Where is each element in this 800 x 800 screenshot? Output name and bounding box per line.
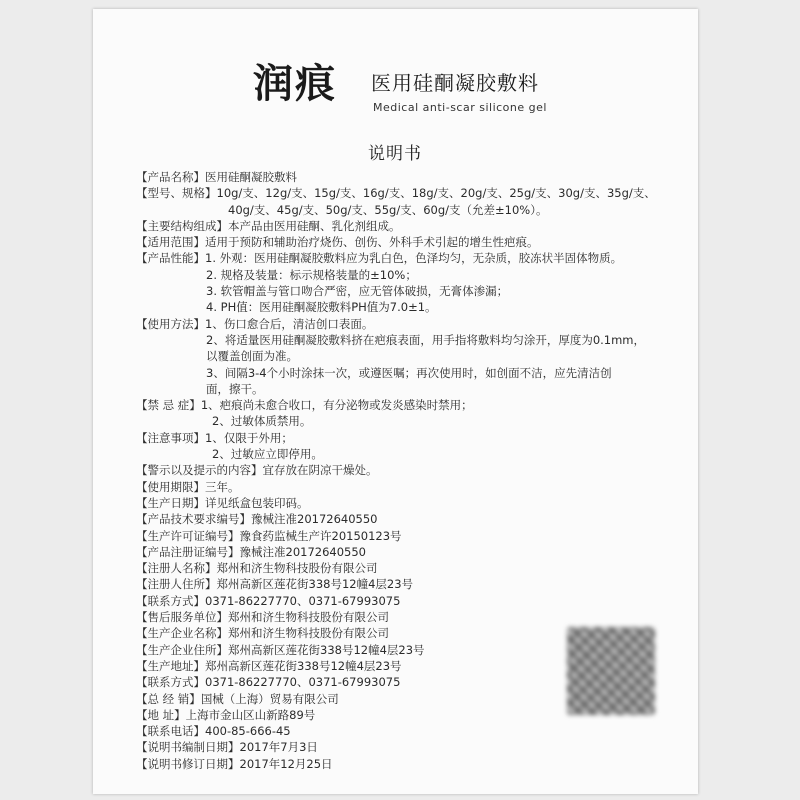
field-continuation: 4. PH值：医用硅酮凝胶敷料PH值为7.0±1。 (206, 300, 437, 315)
field-value: 郑州高新区莲花街338号12幢4层23号 (205, 658, 402, 673)
field-row (136, 560, 696, 576)
field-label: 【警示以及提示的内容】 (136, 463, 263, 478)
field-label: 【产品性能】 (136, 251, 205, 266)
field-value: 2017年7月3日 (239, 740, 318, 755)
field-value: 1、疤痕尚未愈合收口，有分泌物或发炎感染时禁用； (200, 398, 473, 413)
field-continuation: 3、间隔3-4个小时涂抹一次，或遵医嘱；再次使用时，如创面不洁，应先清洁创 (206, 365, 612, 380)
field-label: 【主要结构组成】 (136, 218, 228, 233)
field-row (136, 479, 696, 495)
field-label: 【注册人名称】 (136, 561, 217, 576)
field-label: 【联系电话】 (136, 724, 205, 739)
product-title: 医用硅酮凝胶敷料 (371, 71, 539, 95)
field-row (136, 462, 696, 478)
field-value: 详见纸盒包装印码。 (205, 495, 309, 510)
brand-name: 润痕 (253, 61, 337, 107)
field-label: 【型号、规格】 (136, 186, 217, 201)
field-value: 郑州和济生物科技股份有限公司 (228, 626, 389, 641)
document-title: 说明书 (368, 144, 422, 164)
field-value: 上海市金山区山新路89号 (185, 707, 316, 722)
field-value: 郑州高新区莲花街338号12幢4层23号 (228, 642, 425, 657)
field-value: 0371-86227770、0371-67993075 (205, 593, 401, 608)
field-row (136, 397, 696, 413)
field-row (136, 756, 696, 772)
field-row (136, 218, 696, 234)
field-value: 适用于预防和辅助治疗烧伤、创伤、外科手术引起的增生性疤痕。 (205, 235, 539, 250)
field-label: 【说明书编制日期】 (136, 740, 240, 755)
field-label: 【适用范围】 (136, 235, 205, 250)
field-row (136, 511, 696, 527)
field-row (136, 169, 696, 185)
field-continuation: 2、过敏应立即停用。 (212, 447, 323, 462)
field-label: 【使用期限】 (136, 479, 205, 494)
field-value: 2017年12月25日 (239, 756, 333, 771)
field-label: 【生产日期】 (136, 495, 205, 510)
instruction-sheet (93, 9, 698, 794)
field-label: 【地 址】 (136, 707, 186, 722)
product-title-en: Medical anti-scar silicone gel (373, 101, 547, 114)
field-row (136, 576, 696, 592)
field-label: 【产品技术要求编号】 (136, 512, 251, 527)
field-label: 【禁 忌 症】 (136, 398, 201, 413)
field-value: 豫械注准20172640550 (251, 512, 378, 527)
field-label: 【注册人住所】 (136, 577, 217, 592)
field-value: 10g/支、12g/支、15g/支、16g/支、18g/支、20g/支、25g/支、30g/支、35g/支、 (216, 186, 656, 201)
field-label: 【总 经 销】 (136, 691, 201, 706)
field-value: 豫食药监械生产许20150123号 (239, 528, 402, 543)
field-continuation: 3. 软管帽盖与管口吻合严密，应无管体破损，无膏体渗漏； (206, 284, 509, 299)
field-row (136, 723, 696, 739)
field-value: 1、伤口愈合后，清洁创口表面。 (205, 316, 374, 331)
field-value: 1. 外观：医用硅酮凝胶敷料应为乳白色，色泽均匀，无杂质，胶冻状半固体物质。 (205, 251, 623, 266)
field-value: 郑州高新区莲花街338号12幢4层23号 (216, 577, 414, 592)
field-row (136, 234, 696, 250)
field-row (136, 609, 696, 625)
field-row (136, 430, 696, 446)
qr-code-icon (567, 627, 655, 715)
field-value: 郑州和济生物科技股份有限公司 (216, 561, 378, 576)
field-label: 【注意事项】 (136, 430, 205, 445)
field-value: 0371-86227770、0371-67993075 (205, 675, 401, 690)
field-value: 1、仅限于外用； (205, 430, 293, 445)
field-label: 【说明书修订日期】 (136, 756, 240, 771)
field-label: 【联系方式】 (136, 593, 205, 608)
field-value: 三年。 (205, 479, 240, 494)
field-row (136, 250, 696, 266)
field-continuation: 40g/支、45g/支、50g/支、55g/支、60g/支（允差±10%）。 (228, 202, 548, 217)
field-continuation: 2. 规格及装量：标示规格装量的±10%； (206, 267, 417, 282)
field-value: 国械（上海）贸易有限公司 (200, 691, 339, 706)
field-continuation: 2、将适量医用硅酮凝胶敷料挤在疤痕表面，用手指将敷料均匀涂开，厚度为0.1mm， (206, 332, 646, 347)
field-value: 豫械注准20172640550 (239, 544, 366, 559)
field-row (136, 528, 696, 544)
field-value: 宜存放在阴凉干燥处。 (262, 463, 378, 478)
field-row (136, 544, 696, 560)
field-label: 【生产企业名称】 (136, 626, 228, 641)
field-row (136, 495, 696, 511)
field-continuation: 面，擦干。 (206, 381, 264, 396)
field-value: 400-85-666-45 (205, 724, 291, 739)
field-row (136, 316, 696, 332)
field-label: 【售后服务单位】 (136, 610, 228, 625)
field-label: 【生产企业住所】 (136, 642, 228, 657)
field-row (136, 739, 696, 755)
field-label: 【产品注册证编号】 (136, 544, 240, 559)
field-label: 【生产许可证编号】 (136, 528, 240, 543)
field-value: 本产品由医用硅酮、乳化剂组成。 (228, 218, 401, 233)
field-label: 【生产地址】 (136, 658, 205, 673)
field-label: 【产品名称】 (136, 170, 205, 184)
field-label: 【使用方法】 (136, 316, 205, 331)
field-row (136, 185, 696, 201)
field-value: 郑州和济生物科技股份有限公司 (228, 610, 389, 625)
field-value: 医用硅酮凝胶敷料 (205, 170, 297, 184)
field-continuation: 以覆盖创面为准。 (206, 349, 298, 364)
field-label: 【联系方式】 (136, 675, 205, 690)
field-continuation: 2、过敏体质禁用。 (212, 414, 312, 429)
field-row (136, 593, 696, 609)
